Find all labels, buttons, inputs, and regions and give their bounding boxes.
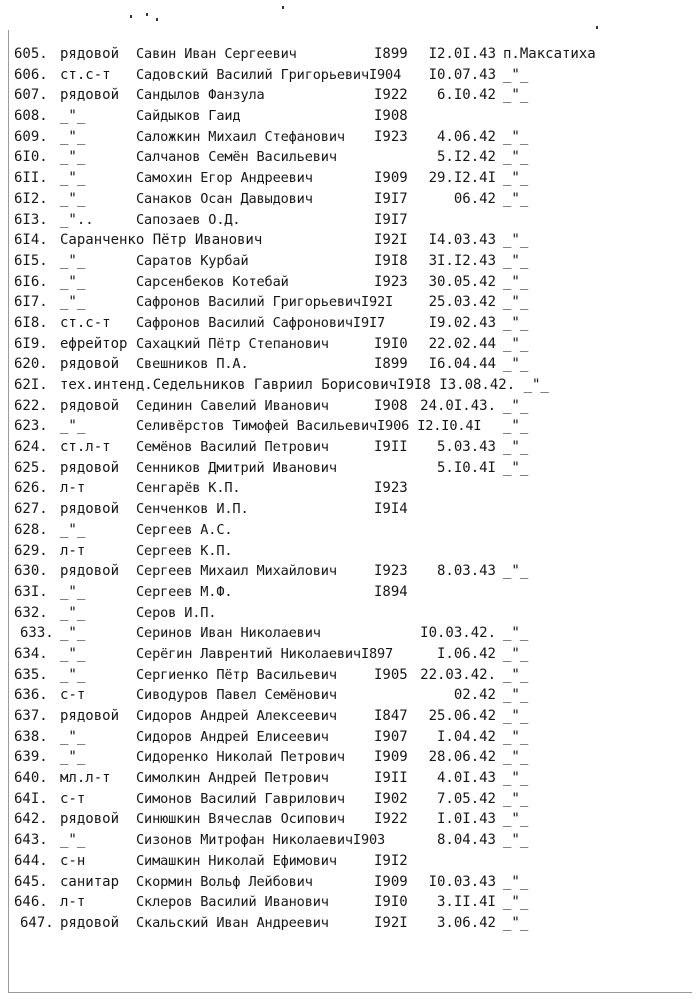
entry-number: 6I3. bbox=[14, 211, 48, 228]
list-entry bbox=[0, 168, 700, 189]
entry-number: 640. bbox=[14, 770, 48, 787]
entry-rank: рядовой bbox=[60, 397, 120, 414]
entry-rank: санитар bbox=[60, 873, 120, 890]
entry-number: 642. bbox=[14, 811, 48, 828]
entry-birth-year: I923 bbox=[374, 480, 408, 497]
entry-name: Свешников П.А. bbox=[136, 356, 249, 373]
entry-rank: _"_ bbox=[60, 294, 86, 311]
page-bottom-edge bbox=[8, 992, 692, 993]
list-entry bbox=[0, 437, 700, 458]
entry-number: 64I. bbox=[14, 790, 48, 807]
entry-date: 5.03.43 bbox=[436, 439, 496, 456]
entry-place: _"_ bbox=[503, 128, 529, 145]
entry-place: _"_ bbox=[503, 397, 529, 414]
entry-name: Серинов Иван Николаевич bbox=[136, 625, 321, 642]
entry-date: I4.03.43 bbox=[428, 232, 496, 249]
entry-place: _"_ bbox=[503, 294, 529, 311]
entry-name: Сергеев М.Ф. bbox=[136, 583, 233, 600]
list-entry bbox=[0, 127, 700, 148]
list-entry bbox=[0, 520, 700, 541]
entry-birth-year: I9II bbox=[374, 439, 408, 456]
entry-place: _"_ bbox=[503, 563, 529, 580]
entry-rank: _"_ bbox=[60, 170, 86, 187]
entry-number: 624. bbox=[14, 439, 48, 456]
list-entry bbox=[0, 541, 700, 562]
entry-number: 634. bbox=[14, 645, 48, 662]
entry-number: 628. bbox=[14, 521, 48, 538]
entry-place: _"_ bbox=[503, 687, 529, 704]
entry-date: I9.02.43 bbox=[428, 314, 496, 331]
list-entry bbox=[0, 416, 700, 437]
entry-rank: л-т bbox=[60, 894, 86, 911]
entry-name: Самохин Егор Андреевич bbox=[136, 170, 313, 187]
list-entry bbox=[0, 685, 700, 706]
entry-rank: л-т bbox=[60, 480, 86, 497]
entry-date: 25.06.42 bbox=[428, 708, 496, 724]
entry-birth-year: I923 bbox=[374, 128, 408, 145]
entry-rank: _"_ bbox=[60, 625, 86, 642]
entry-name: Сидоров Андрей Алексеевич bbox=[136, 708, 337, 724]
entry-birth-year: I9I0 bbox=[374, 894, 408, 911]
entry-rank: рядовой bbox=[60, 811, 120, 828]
entry-number: 627. bbox=[14, 501, 48, 518]
list-entry bbox=[0, 65, 700, 86]
list-entry bbox=[0, 189, 700, 210]
entry-place: _"_ bbox=[503, 170, 529, 187]
list-entry bbox=[0, 603, 700, 624]
entry-birth-year: I9I4 bbox=[374, 501, 408, 518]
entry-rank: тех.интенд.Седельников Гавриил БорисовичI9I8 I3.08.42. _"_ bbox=[60, 377, 549, 393]
entry-place: _"_ bbox=[503, 645, 529, 662]
entry-place: _"_ bbox=[503, 314, 529, 331]
list-entry bbox=[0, 768, 700, 789]
entry-number: 644. bbox=[14, 852, 48, 869]
list-entry bbox=[0, 644, 700, 665]
entry-rank: _"_ bbox=[60, 583, 86, 600]
list-entry bbox=[0, 892, 700, 913]
list-entry bbox=[0, 458, 700, 479]
entry-rank: _"_ bbox=[60, 418, 86, 435]
entry-birth-year: I9I8 bbox=[374, 252, 408, 269]
list-entry bbox=[0, 499, 700, 520]
entry-number: 647. bbox=[20, 914, 54, 931]
list-entry bbox=[0, 106, 700, 127]
list-entry bbox=[0, 210, 700, 231]
entry-rank: _"_ bbox=[60, 604, 86, 621]
list-entry bbox=[0, 913, 700, 934]
entry-number: 632. bbox=[14, 604, 48, 621]
entry-birth-year: I9I0 bbox=[374, 335, 408, 352]
entry-name: Сиводуров Павел Семёнович bbox=[136, 687, 337, 704]
entry-date: I0.07.43 bbox=[428, 66, 496, 83]
entry-place: _"_ bbox=[503, 728, 529, 745]
entry-date: 4.0I.43 bbox=[436, 770, 496, 787]
entry-name: Саложкин Михаил Стефанович bbox=[136, 128, 345, 145]
entry-date: 25.03.42 bbox=[428, 294, 496, 311]
entry-number: 6I0. bbox=[14, 149, 48, 166]
list-entry bbox=[0, 809, 700, 830]
entry-name: Склеров Василий Иванович bbox=[136, 894, 329, 911]
entry-birth-year: I9I7 bbox=[374, 211, 408, 228]
entry-rank: _"_ bbox=[60, 645, 86, 662]
entry-number: 6I7. bbox=[14, 294, 48, 311]
entry-rank: ст.с-т bbox=[60, 314, 111, 331]
entry-place: _"_ bbox=[503, 335, 529, 352]
list-entry bbox=[0, 292, 700, 313]
entry-name: Синюшкин Вячеслав Осипович bbox=[136, 811, 345, 828]
entry-place: _"_ bbox=[503, 273, 529, 290]
entry-date: I6.04.44 bbox=[428, 356, 496, 373]
entry-rank: рядовой bbox=[60, 914, 120, 931]
entry-number: 620. bbox=[14, 356, 48, 373]
entry-birth-year: I9I2 bbox=[374, 852, 408, 869]
entry-number: 633. bbox=[20, 625, 54, 642]
entry-number: 638. bbox=[14, 728, 48, 745]
entry-date: 5.I2.42 bbox=[436, 149, 496, 166]
entry-rank: с-т bbox=[60, 790, 86, 807]
list-entry bbox=[0, 375, 700, 396]
entry-number: 646. bbox=[14, 894, 48, 911]
entry-number: 6I6. bbox=[14, 273, 48, 290]
entry-birth-year: I92I bbox=[374, 232, 408, 249]
entry-name: Сергеев А.С. bbox=[136, 521, 233, 538]
entry-birth-year: I908 bbox=[374, 397, 408, 414]
entry-place: _"_ bbox=[503, 666, 529, 683]
list-entry bbox=[0, 851, 700, 872]
entry-birth-year: I923 bbox=[374, 273, 408, 290]
entry-birth-year: I899 bbox=[374, 46, 408, 62]
entry-rank: _"_ bbox=[60, 108, 86, 125]
entry-place: _"_ bbox=[503, 873, 529, 890]
entry-rank: рядовой bbox=[60, 459, 120, 476]
list-entry bbox=[0, 706, 700, 727]
entry-name: Симонов Василий Гаврилович bbox=[136, 790, 345, 807]
entry-name: Сергеев К.П. bbox=[136, 542, 233, 559]
entry-rank: ст.с-т bbox=[60, 66, 111, 83]
entry-rank: Саранченко Пётр Иванович bbox=[60, 232, 263, 249]
entry-place: п.Максатиха bbox=[503, 46, 596, 62]
entry-date: 8.03.43 bbox=[436, 563, 496, 580]
entry-date: 22.03.42. bbox=[420, 666, 496, 683]
list-entry bbox=[0, 272, 700, 293]
entry-date: 3.II.4I bbox=[436, 894, 496, 911]
entry-place: _"_ bbox=[503, 190, 529, 207]
entry-rank: _"_ bbox=[60, 128, 86, 145]
list-entry bbox=[0, 561, 700, 582]
list-entry bbox=[0, 334, 700, 355]
entry-date: 28.06.42 bbox=[428, 749, 496, 766]
entry-rank: _"_ bbox=[60, 149, 86, 166]
entry-date: 3.06.42 bbox=[436, 914, 496, 931]
entry-number: 626. bbox=[14, 480, 48, 497]
entry-name: Саратов Курбай bbox=[136, 252, 249, 269]
entry-number: 625. bbox=[14, 459, 48, 476]
entry-place: _"_ bbox=[503, 894, 529, 911]
entry-name: Садовский Василий ГригорьевичI904 bbox=[136, 66, 402, 83]
entry-name: Сафронов Василий СафроновичI9I7 bbox=[136, 314, 386, 331]
entry-place: _"_ bbox=[503, 66, 529, 83]
entry-date: 6.I0.42 bbox=[436, 87, 496, 104]
entry-name: Сапозаев О.Д. bbox=[136, 211, 241, 228]
entry-name: Сайдыков Гаид bbox=[136, 108, 241, 125]
scan-speck bbox=[156, 18, 158, 21]
entry-number: 623. bbox=[14, 418, 48, 435]
list-entry bbox=[0, 85, 700, 106]
list-entry bbox=[0, 354, 700, 375]
entry-number: 639. bbox=[14, 749, 48, 766]
entry-name: Скальский Иван Андреевич bbox=[136, 914, 329, 931]
entry-number: 622. bbox=[14, 397, 48, 414]
list-entry bbox=[0, 872, 700, 893]
list-entry bbox=[0, 313, 700, 334]
entry-rank: с-т bbox=[60, 687, 86, 704]
entry-birth-year: I92I bbox=[374, 914, 408, 931]
list-entry bbox=[0, 396, 700, 417]
entry-number: 629. bbox=[14, 542, 48, 559]
entry-birth-year: I894 bbox=[374, 583, 408, 600]
entry-number: 6I2. bbox=[14, 190, 48, 207]
entry-birth-year: I907 bbox=[374, 728, 408, 745]
entry-birth-year: I902 bbox=[374, 790, 408, 807]
entry-number: 6II. bbox=[14, 170, 48, 187]
entry-place: _"_ bbox=[503, 232, 529, 249]
scan-speck bbox=[146, 13, 148, 16]
entry-rank: _"_ bbox=[60, 832, 86, 849]
entry-rank: _"_ bbox=[60, 521, 86, 538]
scan-speck bbox=[282, 6, 284, 9]
entry-rank: рядовой bbox=[60, 563, 120, 580]
entry-date: 4.06.42 bbox=[436, 128, 496, 145]
entry-date: I.0I.43 bbox=[436, 811, 496, 828]
entry-number: 605. bbox=[14, 46, 48, 62]
entry-rank: мл.л-т bbox=[60, 770, 111, 787]
list-entry bbox=[0, 623, 700, 644]
entry-name: Савин Иван Сергеевич bbox=[136, 46, 297, 62]
entry-place: _"_ bbox=[503, 770, 529, 787]
entry-name: Семёнов Василий Петрович bbox=[136, 439, 329, 456]
entry-birth-year: I9I7 bbox=[374, 190, 408, 207]
entry-number: 6I5. bbox=[14, 252, 48, 269]
entry-place: _"_ bbox=[503, 252, 529, 269]
entry-birth-year: I847 bbox=[374, 708, 408, 724]
entry-birth-year: I909 bbox=[374, 873, 408, 890]
entry-birth-year: I905 bbox=[374, 666, 408, 683]
entry-place: _"_ bbox=[503, 439, 529, 456]
list-entry bbox=[0, 830, 700, 851]
entry-date: I0.03.43 bbox=[428, 873, 496, 890]
entry-name: Сергеев Михаил Михайлович bbox=[136, 563, 337, 580]
entry-rank: _"_ bbox=[60, 666, 86, 683]
entry-name: Салчанов Семён Васильевич bbox=[136, 149, 337, 166]
entry-number: 6I8. bbox=[14, 314, 48, 331]
entry-place: _"_ bbox=[503, 914, 529, 931]
list-entry bbox=[0, 251, 700, 272]
entry-name: Серёгин Лаврентий НиколаевичI897 bbox=[136, 645, 394, 662]
entry-rank: _"_ bbox=[60, 749, 86, 766]
entry-rank: рядовой bbox=[60, 356, 120, 373]
entry-place: _"_ bbox=[503, 356, 529, 373]
list-entry bbox=[0, 665, 700, 686]
entry-rank: _"_ bbox=[60, 273, 86, 290]
entry-birth-year: I922 bbox=[374, 811, 408, 828]
entry-rank: _"_ bbox=[60, 252, 86, 269]
entry-name: Селивёрстов Тимофей ВасильевичI906 I2.I0.4I bbox=[136, 418, 482, 435]
entry-number: 6I9. bbox=[14, 335, 48, 352]
entry-rank: рядовой bbox=[60, 501, 120, 518]
entry-rank: _"_ bbox=[60, 190, 86, 207]
entry-name: Сергиенко Пётр Васильевич bbox=[136, 666, 337, 683]
entry-date: I.04.42 bbox=[436, 728, 496, 745]
entry-date: 7.05.42 bbox=[436, 790, 496, 807]
entry-name: Сенченков И.П. bbox=[136, 501, 249, 518]
entry-date: 5.I0.4I bbox=[436, 459, 496, 476]
entry-rank: рядовой bbox=[60, 87, 120, 104]
entry-date: I2.0I.43 bbox=[428, 46, 496, 62]
entry-name: Сединин Савелий Иванович bbox=[136, 397, 329, 414]
entry-name: Сенников Дмитрий Иванович bbox=[136, 459, 337, 476]
entry-place: _"_ bbox=[503, 459, 529, 476]
list-entry bbox=[0, 789, 700, 810]
entry-number: 645. bbox=[14, 873, 48, 890]
entry-date: 8.04.43 bbox=[436, 832, 496, 849]
entry-date: I0.03.42. bbox=[420, 625, 496, 642]
entry-birth-year: I923 bbox=[374, 563, 408, 580]
entry-name: Сафронов Василий ГригорьевичI92I bbox=[136, 294, 394, 311]
entry-place: _"_ bbox=[503, 832, 529, 849]
entry-number: 607. bbox=[14, 87, 48, 104]
entry-rank: _".. bbox=[60, 211, 94, 228]
entry-number: 636. bbox=[14, 687, 48, 704]
entry-name: Сарсенбеков Котебай bbox=[136, 273, 289, 290]
entry-rank: с-н bbox=[60, 852, 86, 869]
entry-rank: рядовой bbox=[60, 46, 120, 62]
entry-rank: _"_ bbox=[60, 728, 86, 745]
entry-rank: рядовой bbox=[60, 708, 120, 724]
entry-birth-year: I909 bbox=[374, 749, 408, 766]
entry-date: 22.02.44 bbox=[428, 335, 496, 352]
entry-rank: ефрейтор bbox=[60, 335, 128, 352]
entry-place: _"_ bbox=[503, 790, 529, 807]
list-entry bbox=[0, 747, 700, 768]
entry-number: 62I. bbox=[14, 377, 48, 393]
entry-name: Сидоров Андрей Елисеевич bbox=[136, 728, 329, 745]
entry-place: _"_ bbox=[503, 811, 529, 828]
list-entry bbox=[0, 478, 700, 499]
entry-name: Сахацкий Пётр Степанович bbox=[136, 335, 329, 352]
entry-place: _"_ bbox=[503, 708, 529, 724]
entry-place: _"_ bbox=[503, 87, 529, 104]
entry-date: I.06.42 bbox=[436, 645, 496, 662]
entry-date: 02.42 bbox=[453, 687, 496, 704]
entry-place: _"_ bbox=[503, 625, 529, 642]
entry-birth-year: I899 bbox=[374, 356, 408, 373]
entry-rank: ст.л-т bbox=[60, 439, 111, 456]
entry-number: 630. bbox=[14, 563, 48, 580]
entry-date: 30.05.42 bbox=[428, 273, 496, 290]
entry-birth-year: I909 bbox=[374, 170, 408, 187]
entry-name: Сидоренко Николай Петрович bbox=[136, 749, 345, 766]
entry-name: Скормин Вольф Лейбович bbox=[136, 873, 313, 890]
entry-rank: л-т bbox=[60, 542, 86, 559]
list-entry bbox=[0, 147, 700, 168]
entry-date: 06.42 bbox=[453, 190, 496, 207]
entry-place: _"_ bbox=[503, 149, 529, 166]
entry-name: Санаков Осан Давыдович bbox=[136, 190, 313, 207]
entry-name: Сандылов Фанзула bbox=[136, 87, 265, 104]
list-entry bbox=[0, 727, 700, 748]
entry-date: 29.I2.4I bbox=[428, 170, 496, 187]
entry-name: Сизонов Митрофан НиколаевичI903 bbox=[136, 832, 386, 849]
entry-date: 3I.I2.43 bbox=[428, 252, 496, 269]
entry-name: Симашкин Николай Ефимович bbox=[136, 852, 337, 869]
entry-number: 643. bbox=[14, 832, 48, 849]
list-entry bbox=[0, 230, 700, 251]
entry-name: Серов И.П. bbox=[136, 604, 217, 621]
entry-number: 635. bbox=[14, 666, 48, 683]
casualty-list bbox=[0, 44, 700, 934]
entry-name: Сенгарёв К.П. bbox=[136, 480, 241, 497]
entry-number: 63I. bbox=[14, 583, 48, 600]
entry-name: Симолкин Андрей Петрович bbox=[136, 770, 329, 787]
entry-number: 6I4. bbox=[14, 232, 48, 249]
entry-number: 637. bbox=[14, 708, 48, 724]
entry-number: 608. bbox=[14, 108, 48, 125]
list-entry bbox=[0, 44, 700, 65]
scan-speck bbox=[130, 15, 132, 18]
entry-birth-year: I9II bbox=[374, 770, 408, 787]
entry-number: 609. bbox=[14, 128, 48, 145]
list-entry bbox=[0, 582, 700, 603]
entry-place: _"_ bbox=[503, 418, 529, 435]
entry-place: _"_ bbox=[503, 749, 529, 766]
scan-speck bbox=[596, 26, 598, 29]
entry-date: 24.0I.43. bbox=[420, 397, 496, 414]
entry-birth-year: I908 bbox=[374, 108, 408, 125]
entry-number: 606. bbox=[14, 66, 48, 83]
entry-birth-year: I922 bbox=[374, 87, 408, 104]
